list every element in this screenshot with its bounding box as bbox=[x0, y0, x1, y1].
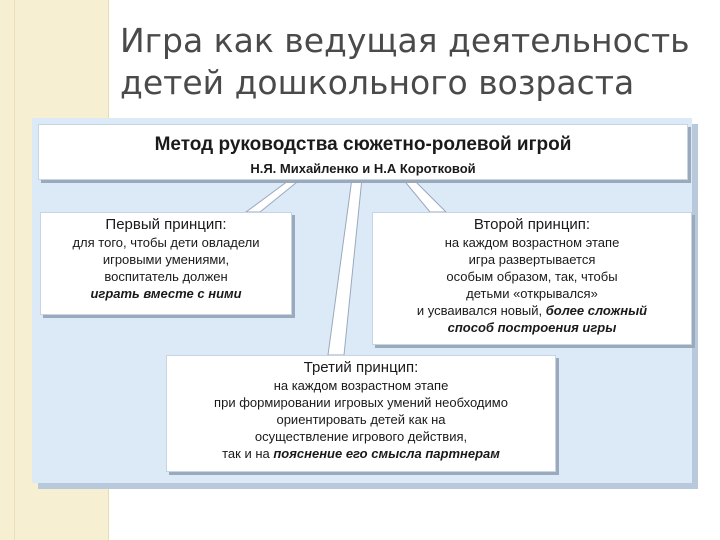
principle-2-line-5 bbox=[373, 302, 691, 319]
principle-1-box bbox=[40, 212, 292, 315]
principle-2-line: на каждом возрастном этапе bbox=[444, 235, 620, 250]
connector-to-principle1 bbox=[246, 178, 302, 212]
principle-3-heading: Третий принцип: bbox=[303, 359, 419, 376]
principle-3-line: осуществление игрового действия, bbox=[254, 429, 468, 444]
principle-2-heading: Второй принцип: bbox=[473, 216, 591, 233]
connector-to-principle2 bbox=[402, 178, 446, 212]
principle-2-emphasis: способ построения игры bbox=[447, 320, 617, 335]
principle-1-heading: Первый принцип: bbox=[105, 216, 227, 233]
principle-2-line: особым образом, так, чтобы bbox=[446, 269, 618, 284]
principle-3-line: при формировании игровых умений необходимо bbox=[214, 395, 508, 410]
principle-2-line: игра развертывается bbox=[468, 252, 596, 267]
principle-2-line: детьми «открывался» bbox=[466, 286, 598, 301]
principle-3-last-prefix: так и на bbox=[222, 446, 274, 461]
principle-2-box bbox=[372, 212, 692, 345]
principle-1-line: для того, чтобы дети овладели bbox=[72, 235, 260, 250]
principle-3-line: ориентировать детей как на bbox=[276, 412, 446, 427]
principle-2-line-5-emphasis: более сложный bbox=[545, 303, 648, 318]
principle-3-last-line bbox=[167, 445, 555, 462]
principle-1-line: игровыми умениями, bbox=[102, 252, 230, 267]
principle-1-line: воспитатель должен bbox=[104, 269, 228, 284]
slide-title-line-1: Игра как ведущая деятельность bbox=[120, 21, 690, 60]
connector-to-principle3 bbox=[328, 178, 362, 355]
principle-2-line-5-prefix: и усваивался новый, bbox=[416, 303, 546, 318]
principle-1-emphasis: играть вместе с ними bbox=[90, 286, 242, 301]
principle-3-box bbox=[166, 355, 556, 472]
method-title: Метод руководства сюжетно-ролевой игрой bbox=[154, 134, 572, 155]
principle-3-last-emphasis: пояснение его смысла партнерам bbox=[273, 446, 500, 461]
principle-3-line: на каждом возрастном этапе bbox=[273, 378, 449, 393]
slide-title-line-2: детей дошкольного возраста bbox=[120, 63, 635, 102]
method-header-box bbox=[38, 124, 688, 180]
method-authors: Н.Я. Михайленко и Н.А Коротковой bbox=[250, 161, 476, 176]
